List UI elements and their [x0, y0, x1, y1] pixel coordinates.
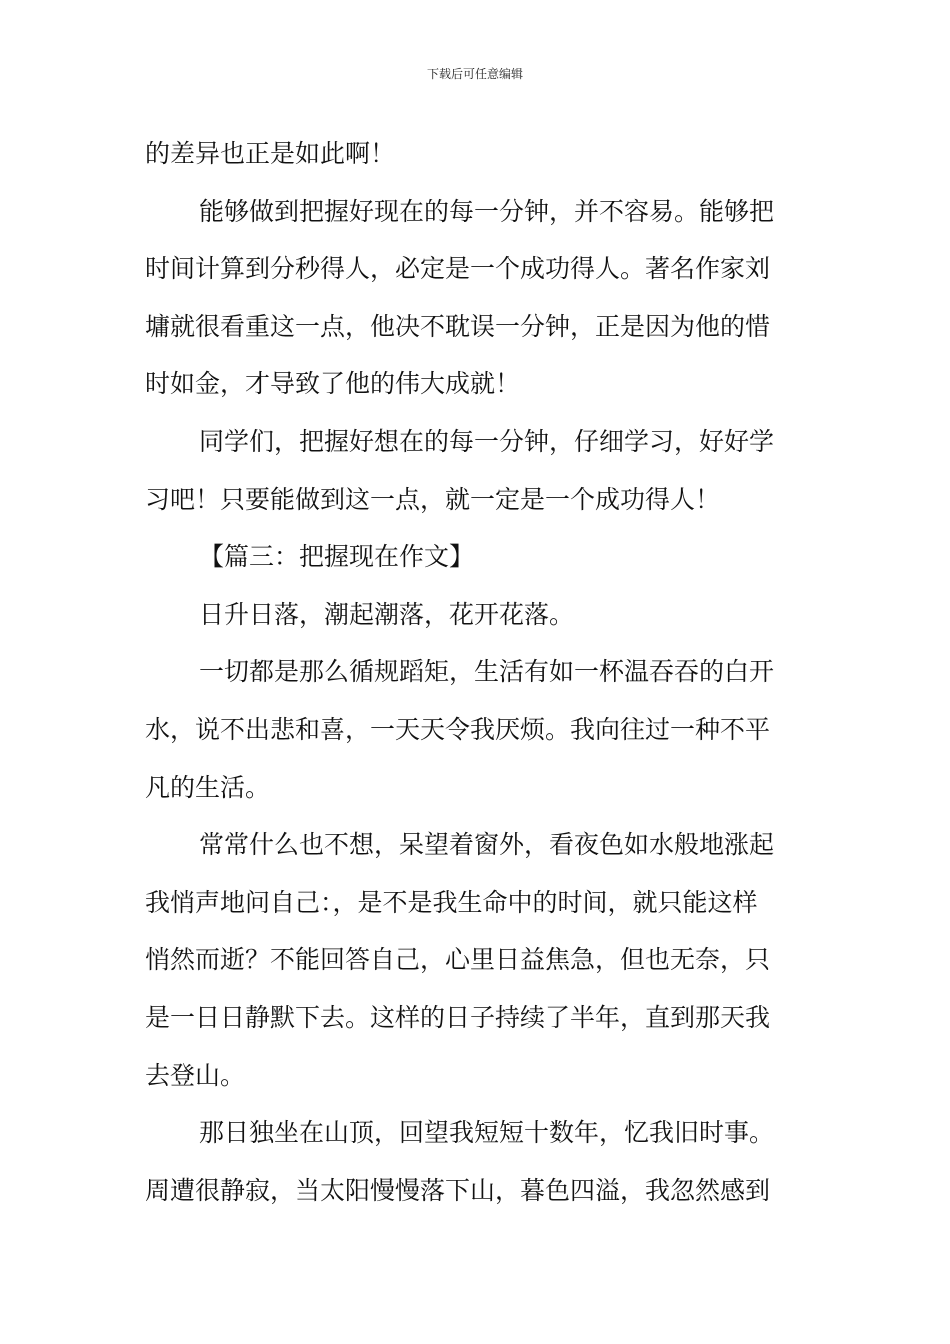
document-body — [145, 125, 810, 1219]
text-line: 习吧！只要能做到这一点，就一定是一个成功得人！ — [145, 484, 721, 514]
text-line: 墉就很看重这一点，他决不耽误一分钟，正是因为他的惜 — [145, 311, 771, 341]
text-line: 悄然而逝？不能回答自己，心里日益焦急，但也无奈，只 — [145, 945, 771, 975]
text-line: 常常什么也不想，呆望着窗外，看夜色如水般地涨起 — [199, 830, 775, 860]
text-line: 凡的生活。 — [145, 772, 271, 802]
section-heading: 【篇三：把握现在作文】 — [199, 542, 475, 572]
text-line: 那日独坐在山顶，回望我短短十数年，忆我旧时事。 — [199, 1118, 775, 1148]
page-header-note: 下载后可任意编辑 — [426, 67, 523, 81]
text-line: 周遭很静寂，当太阳慢慢落下山，暮色四溢，我忽然感到 — [145, 1175, 771, 1205]
text-line: 一切都是那么循规蹈矩，生活有如一杯温吞吞的白开 — [199, 657, 775, 687]
text-line: 我悄声地问自己：，是不是我生命中的时间，就只能这样 — [145, 887, 758, 917]
text-line: 时如金，才导致了他的伟大成就！ — [145, 369, 521, 399]
text-line: 水，说不出悲和喜，一天天令我厌烦。我向往过一种不平 — [145, 714, 771, 744]
text-line: 的差异也正是如此啊！ — [145, 139, 396, 168]
text-line: 能够做到把握好现在的每一分钟，并不容易。能够把 — [199, 196, 775, 226]
text-line: 日升日落，潮起潮落，花开花落。 — [199, 599, 575, 629]
text-line: 时间计算到分秒得人，必定是一个成功得人。著名作家刘 — [145, 254, 771, 284]
text-line: 同学们，把握好想在的每一分钟，仔细学习，好好学 — [199, 426, 775, 456]
text-line: 去登山。 — [145, 1060, 246, 1090]
text-line: 是一日日静默下去。这样的日子持续了半年，直到那天我 — [145, 1002, 771, 1032]
